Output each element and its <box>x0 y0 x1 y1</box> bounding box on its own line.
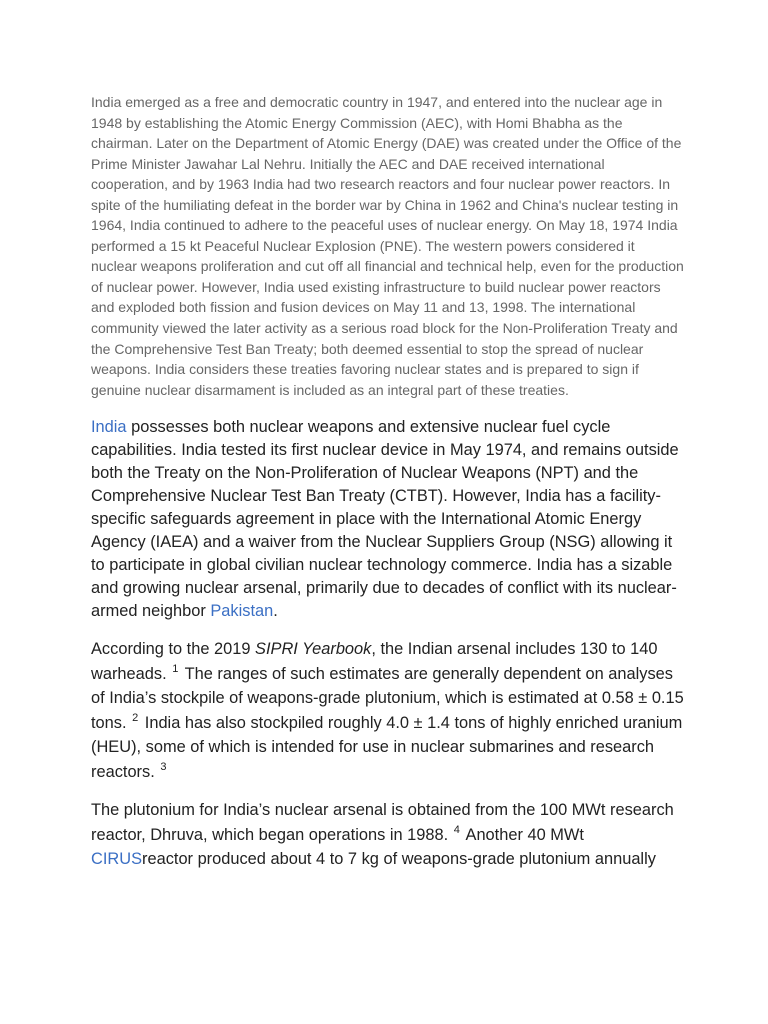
p2-text-b: , the Indian arsenal includes 130 to 140 warheads. <box>91 640 658 683</box>
p1-text: possesses both nuclear weapons and extensive nuclear fuel cycle capabilities. India tested its first nuclear device in May 1974, and remains outside both the Treaty on the Non-Proliferation of Nuclear Weapons (NPT) and the Comprehensive Nuclear Test Ban Treaty (CTBT). However, India has a facility-specific safeguards agreement in place with the International Atomic Energy Agency (IAEA) and a waiver from the Nuclear Suppliers Group (NSG) allowing it to participate in global civilian nuclear technology commerce. India has a sizable and growing nuclear arsenal, primarily due to decades of conflict with its nuclear-armed neighbor <box>91 418 679 621</box>
p3-text-c: reactor produced about 4 to 7 kg of weapons-grade plutonium annually <box>142 850 656 869</box>
sipri-yearbook-title: SIPRI Yearbook <box>255 640 372 659</box>
intro-paragraph: India emerged as a free and democratic country in 1947, and entered into the nuclear age in 1948 by establishing the Atomic Energy Commission (AEC), with Homi Bhabha as the chairman. Later on the Department of Atomic Energy (DAE) was created under the Office of the Prime Minister Jawahar Lal Nehru. Initially the AEC and DAE received international cooperation, and by 1963 India had two research reactors and four nuclear power reactors. In spite of the humiliating defeat in the border war by China in 1962 and China's nuclear testing in 1964, India continued to adhere to the peaceful uses of nuclear energy. On May 18, 1974 India performed a 15 kt Peaceful Nuclear Explosion (PNE). The western powers considered it nuclear weapons proliferation and cut off all financial and technical help, even for the production of nuclear power. However, India used existing infrastructure to build nuclear power reactors and exploded both fission and fusion devices on May 11 and 13, 1998. The international community viewed the later activity as a serious road block for the Non-Proliferation Treaty and the Comprehensive Test Ban Treaty; both deemed essential to stop the spread of nuclear weapons. India considers these treaties favoring nuclear states and is prepared to sign if genuine nuclear disarmament is included as an integral part of these treaties. <box>91 94 684 398</box>
sipri-paragraph <box>91 637 684 784</box>
plutonium-paragraph <box>91 798 684 872</box>
p3-text-a: The plutonium for India’s nuclear arsenal is obtained from the 100 MWt research reactor, Dhruva, which began operations in 1988. <box>91 801 674 844</box>
p2-text-a: According to the 2019 <box>91 640 256 659</box>
p2-text-d: India has also stockpiled roughly 4.0 ± 1.4 tons of highly enriched uranium (HEU), some of which is intended for use in nuclear submarines and research reactors. <box>91 713 683 781</box>
p3-text-b: Another 40 MWt <box>461 825 584 844</box>
india-link[interactable]: India <box>91 418 127 437</box>
p2-text-c: The ranges of such estimates are generally dependent on analyses of India’s stockpile of weapons-grade plutonium, which is estimated at 0.58 ± 0.15 tons. <box>91 664 684 732</box>
footnote-3: 3 <box>160 760 167 773</box>
footnote-2: 2 <box>132 711 139 724</box>
footnote-1: 1 <box>172 662 179 675</box>
pakistan-link[interactable]: Pakistan <box>210 602 274 621</box>
p1-end: . <box>273 602 278 621</box>
arsenal-overview-paragraph <box>91 416 684 623</box>
footnote-4: 4 <box>453 823 460 836</box>
cirus-link[interactable]: CIRUS <box>91 850 142 869</box>
